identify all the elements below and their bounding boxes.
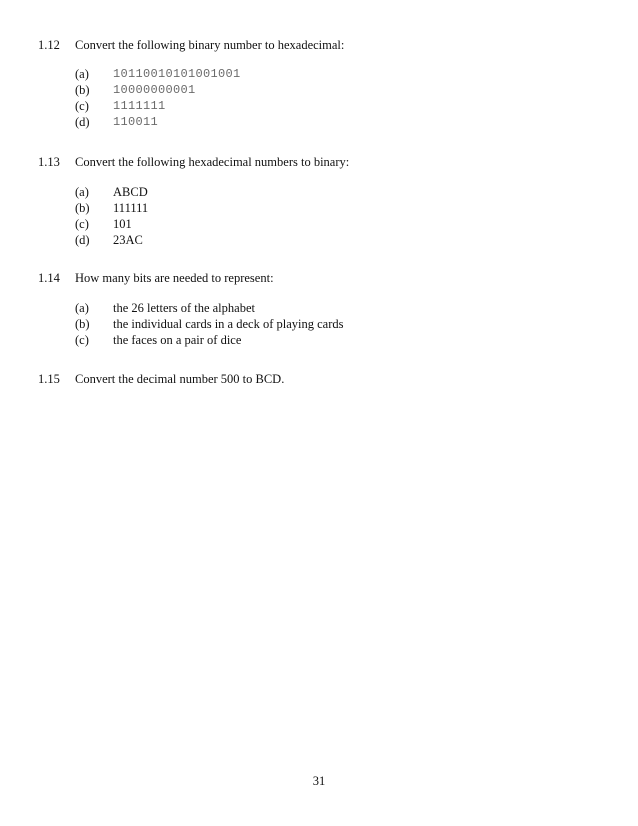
item-text: 111111 — [113, 201, 149, 215]
problem-question: How many bits are needed to represent: — [75, 271, 274, 285]
problem-question: Convert the decimal number 500 to BCD. — [75, 372, 285, 386]
item-text: 10000000001 — [113, 83, 196, 97]
item-text: 23AC — [113, 233, 143, 247]
item-text: the individual cards in a deck of playing cards — [113, 317, 344, 331]
item-label: (c) — [75, 99, 89, 113]
item-text: the 26 letters of the alphabet — [113, 301, 255, 315]
problem-question: Convert the following hexadecimal numbers to binary: — [75, 155, 350, 169]
item-label: (b) — [75, 83, 90, 97]
item-text: 101 — [113, 217, 132, 231]
page-number: 31 — [312, 774, 326, 788]
item-text: 110011 — [113, 115, 159, 129]
problem-number: 1.12 — [38, 38, 60, 52]
item-text: ABCD — [113, 185, 148, 199]
item-text: the faces on a pair of dice — [113, 333, 242, 347]
item-label: (a) — [75, 185, 89, 199]
item-label: (c) — [75, 217, 89, 231]
problem-number: 1.13 — [38, 155, 60, 169]
item-text: 1111111 — [113, 99, 166, 113]
item-label: (d) — [75, 115, 90, 129]
item-label: (d) — [75, 233, 90, 247]
item-label: (c) — [75, 333, 89, 347]
item-text: 10110010101001001 — [113, 67, 241, 81]
item-label: (a) — [75, 301, 89, 315]
item-label: (b) — [75, 201, 90, 215]
item-label: (b) — [75, 317, 90, 331]
problem-number: 1.14 — [38, 271, 60, 285]
item-label: (a) — [75, 67, 89, 81]
problem-number: 1.15 — [38, 372, 60, 386]
problem-question: Convert the following binary number to hexadecimal: — [75, 38, 345, 52]
